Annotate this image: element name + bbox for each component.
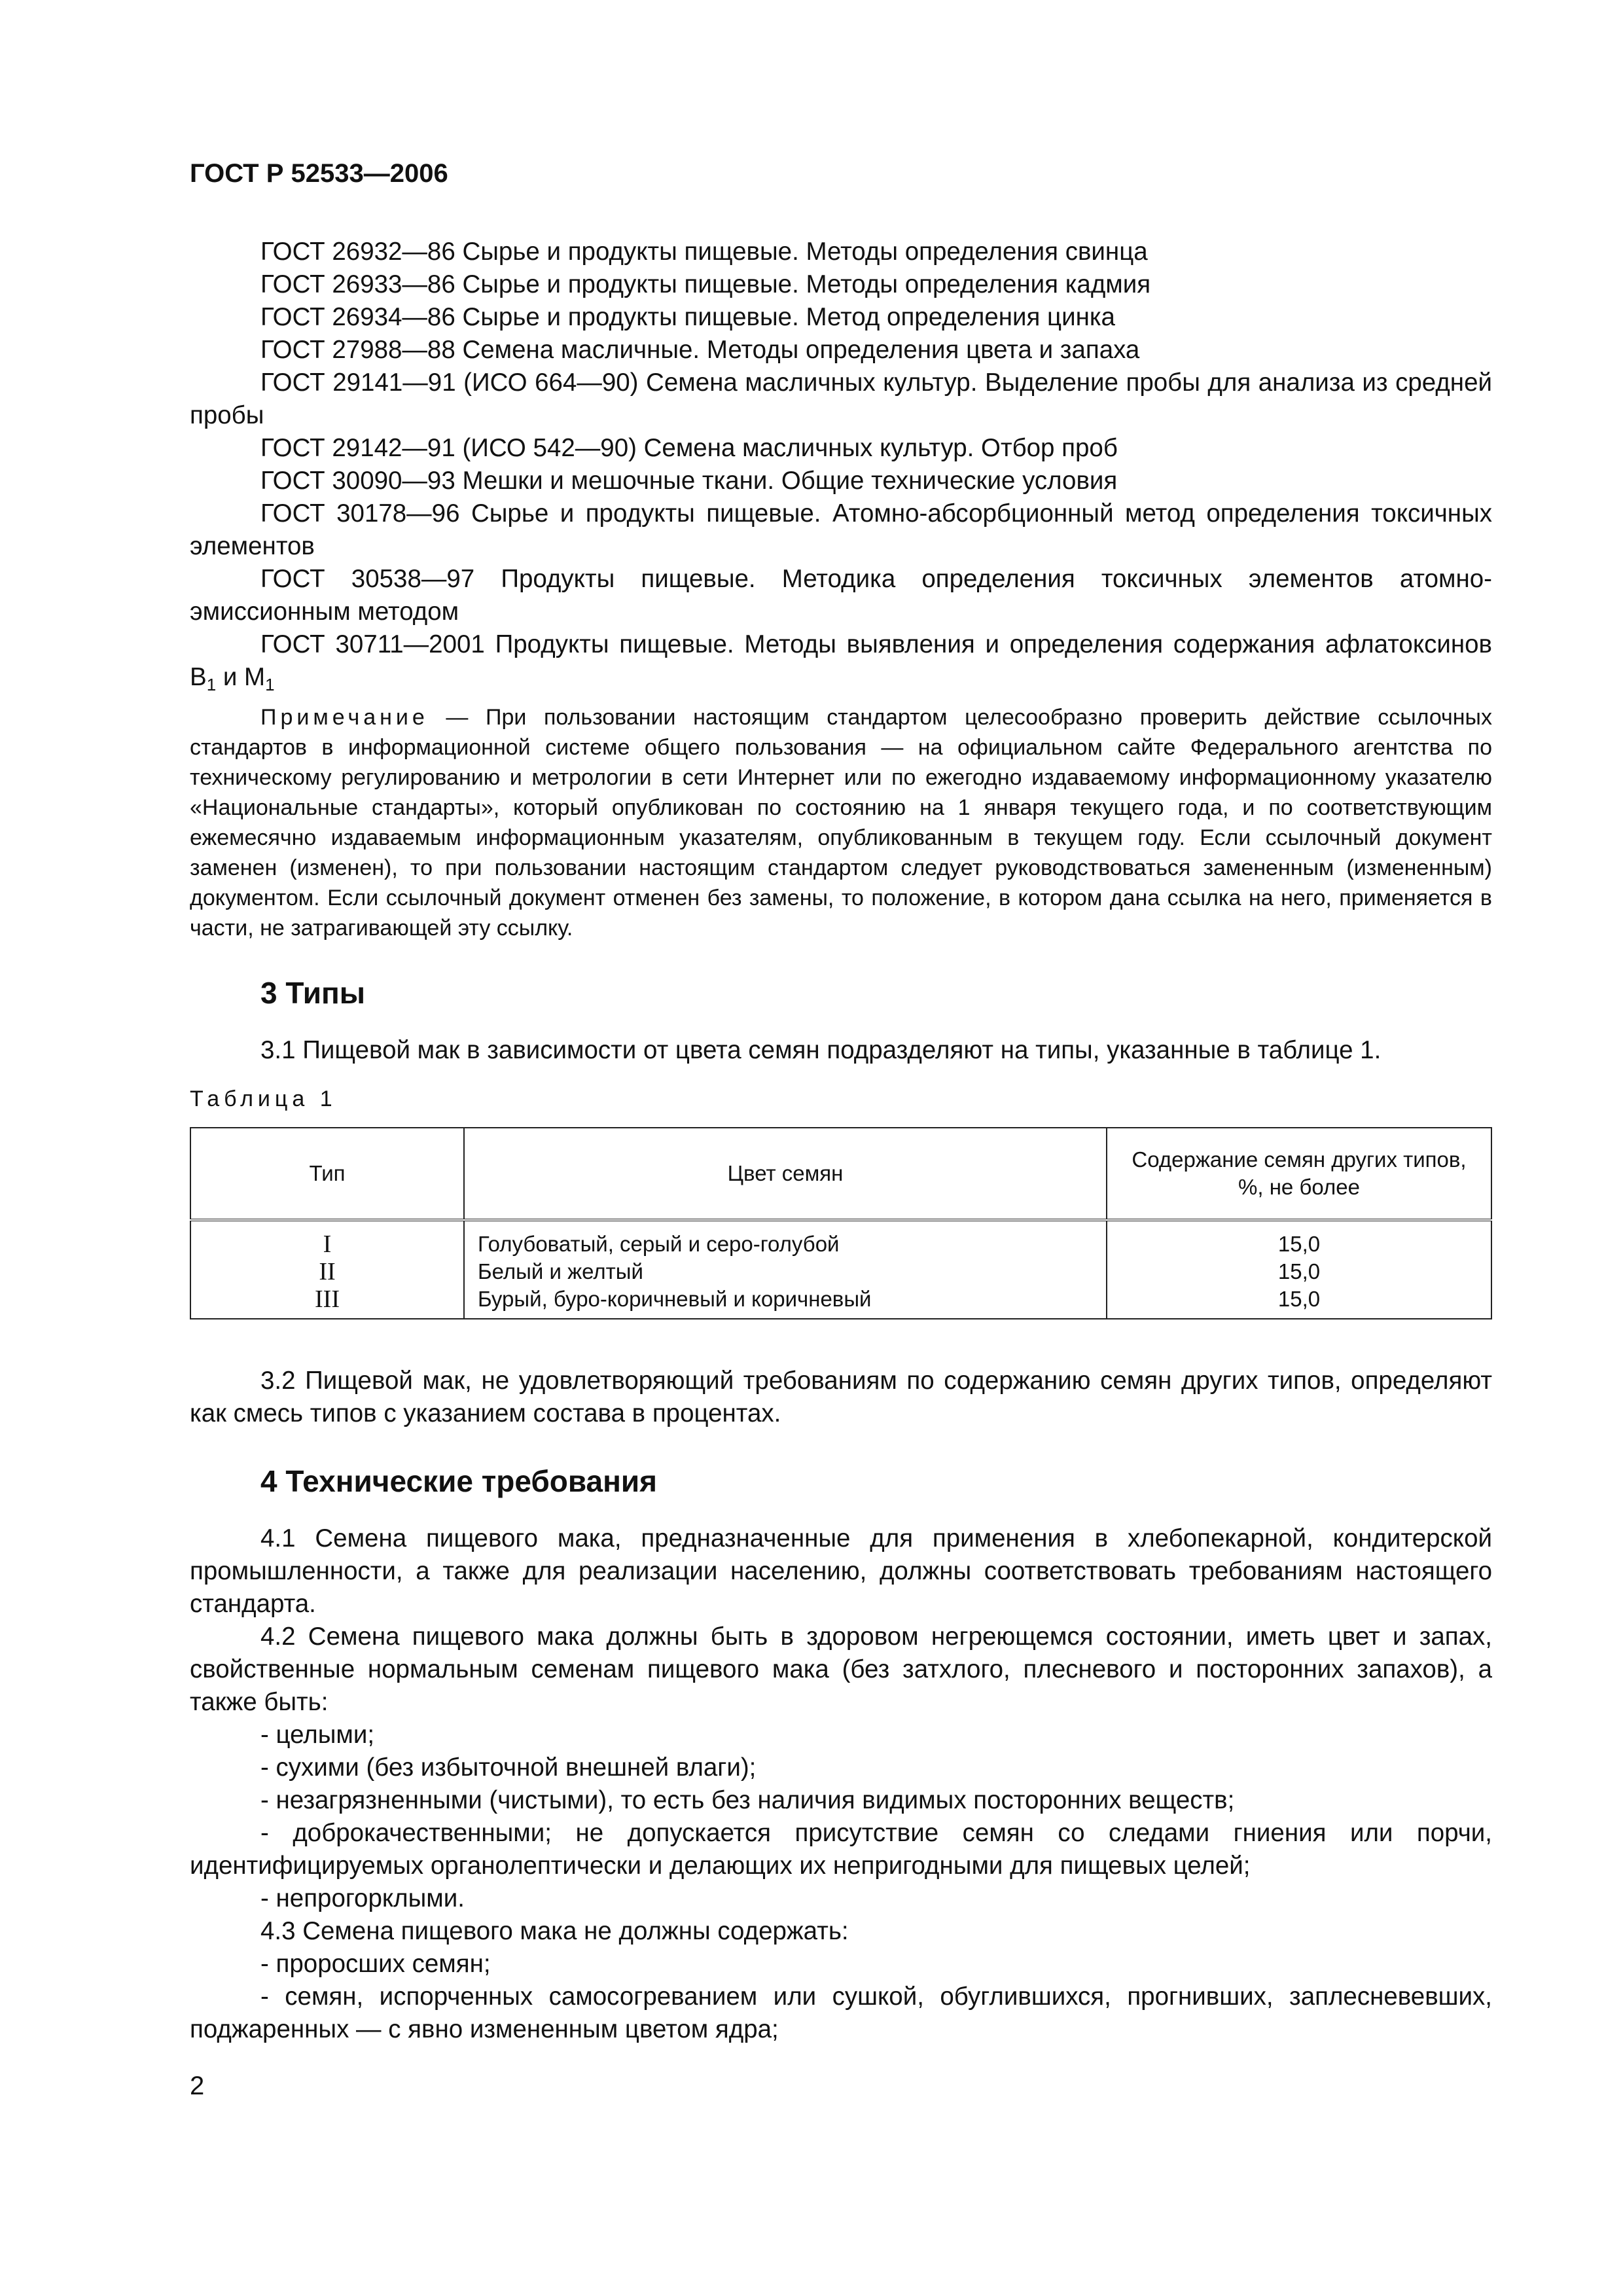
requirement-item: - непрогорклыми. xyxy=(260,1884,465,1912)
reference-item: ГОСТ 26933—86 Сырье и продукты пищевые. Методы определения кадмия xyxy=(260,270,1151,298)
reference-item-aflatoxins xyxy=(190,628,1492,694)
reference-item: ГОСТ 29142—91 (ИСО 542—90) Семена масличных культур. Отбор проб xyxy=(260,434,1118,462)
note-label: Примечание xyxy=(260,705,429,730)
cell-color: Бурый, буро-коричневый и коричневый xyxy=(464,1285,1107,1319)
requirement-item: - семян, испорченных самосогреванием или сушкой, обуглившихся, прогнивших, заплесневевших, поджаренных — с явно измененным цветом ядра; xyxy=(190,1982,1492,2043)
section-3-2-paragraph: 3.2 Пищевой мак, не удовлетворяющий требованиям по содержанию семян других типов, определяют как смесь типов с указанием состава в процентах. xyxy=(190,1367,1492,1427)
types-table xyxy=(190,1127,1492,1319)
cell-type: I xyxy=(190,1220,464,1258)
section-3-1-paragraph: 3.1 Пищевой мак в зависимости от цвета семян подразделяют на типы, указанные в таблице 1. xyxy=(260,1036,1382,1064)
normative-references xyxy=(190,236,1492,694)
cell-color: Белый и желтый xyxy=(464,1258,1107,1285)
requirement-item: 4.3 Семена пищевого мака не должны содержать: xyxy=(260,1917,849,1945)
section-4-body xyxy=(190,1522,1492,2046)
reference-item: ГОСТ 30178—96 Сырье и продукты пищевые. Атомно-абсорбционный метод определения токсичных элементов xyxy=(190,499,1492,560)
reference-item: ГОСТ 30090—93 Мешки и мешочные ткани. Общие технические условия xyxy=(260,467,1118,495)
header-type: Тип xyxy=(190,1128,464,1220)
note-paragraph xyxy=(190,702,1492,943)
table-row xyxy=(190,1220,1491,1258)
cell-percent: 15,0 xyxy=(1107,1285,1491,1319)
table-caption: Таблица 1 xyxy=(190,1086,337,1111)
requirement-item: 4.2 Семена пищевого мака должны быть в здоровом негреющемся состоянии, иметь цвет и запах, свойственные нормальным семенам пищевого мака (без затхлого, плесневого и посторонних запахов), а также быть: xyxy=(190,1623,1492,1716)
header-other-types-content: Содержание семян других типов, %, не более xyxy=(1107,1128,1491,1220)
table-header-row xyxy=(190,1128,1491,1220)
cell-type: II xyxy=(190,1258,464,1285)
cell-color: Голубоватый, серый и серо-голубой xyxy=(464,1220,1107,1258)
reference-item: ГОСТ 26932—86 Сырье и продукты пищевые. Методы определения свинца xyxy=(260,238,1148,266)
requirement-item: 4.1 Семена пищевого мака, предназначенные для применения в хлебопекарной, кондитерской промышленности, а также для реализации населению, должны соответствовать требованиям настоящего стандарта. xyxy=(190,1524,1492,1618)
note-text: — При пользовании настоящим стандартом целесообразно проверить действие ссылочных стандартов в информационной системе общего пользования — на официальном сайте Федерального агентства по техническому регулированию и метрологии в сети Интернет или по ежегодно издаваемому информационному указателю «Национальные стандарты», который опубликован по состоянию на 1 января текущего года, и по соответствующим ежемесячно издаваемым информационным указателям, опубликованным в текущем году. Если ссылочный документ заменен (изменен), то при пользовании настоящим стандартом следует руководствоваться замененным (измененным) документом. Если ссылочный документ отменен без замены, то положение, в котором дана ссылка на него, применяется в части, не затрагивающей эту ссылку. xyxy=(190,705,1492,941)
reference-text: ГОСТ 30711—2001 Продукты пищевые. Методы выявления и определения содержания афлатоксинов В xyxy=(190,630,1492,691)
table-row xyxy=(190,1285,1491,1319)
requirement-item: - целыми; xyxy=(260,1721,375,1749)
cell-type: III xyxy=(190,1285,464,1319)
reference-item: ГОСТ 27988—88 Семена масличные. Методы определения цвета и запаха xyxy=(260,336,1140,364)
reference-item: ГОСТ 29141—91 (ИСО 664—90) Семена масличных культур. Выделение пробы для анализа из средней пробы xyxy=(190,368,1492,429)
requirement-item: - сухими (без избыточной внешней влаги); xyxy=(260,1753,757,1782)
reference-item: ГОСТ 26934—86 Сырье и продукты пищевые. Метод определения цинка xyxy=(260,303,1115,331)
subscript: 1 xyxy=(265,675,275,694)
section-3-title: 3 Типы xyxy=(260,976,366,1010)
requirement-item: - незагрязненными (чистыми), то есть без наличия видимых посторонних веществ; xyxy=(260,1786,1235,1814)
document-header: ГОСТ Р 52533—2006 xyxy=(190,159,448,188)
cell-percent: 15,0 xyxy=(1107,1220,1491,1258)
requirement-item: - доброкачественными; не допускается присутствие семян со следами гниения или порчи, идентифицируемых органолептически и делающих их непригодными для пищевых целей; xyxy=(190,1819,1492,1880)
table-row xyxy=(190,1258,1491,1285)
requirement-item: - проросших семян; xyxy=(260,1950,491,1978)
header-seed-color: Цвет семян xyxy=(464,1128,1107,1220)
subscript: 1 xyxy=(206,675,217,694)
cell-percent: 15,0 xyxy=(1107,1258,1491,1285)
reference-text-mid: и М xyxy=(216,663,266,691)
section-4-title: 4 Технические требования xyxy=(260,1464,657,1498)
page-number: 2 xyxy=(190,2072,205,2100)
reference-item: ГОСТ 30538—97 Продукты пищевые. Методика определения токсичных элементов атомно-эмиссионным методом xyxy=(190,565,1492,626)
